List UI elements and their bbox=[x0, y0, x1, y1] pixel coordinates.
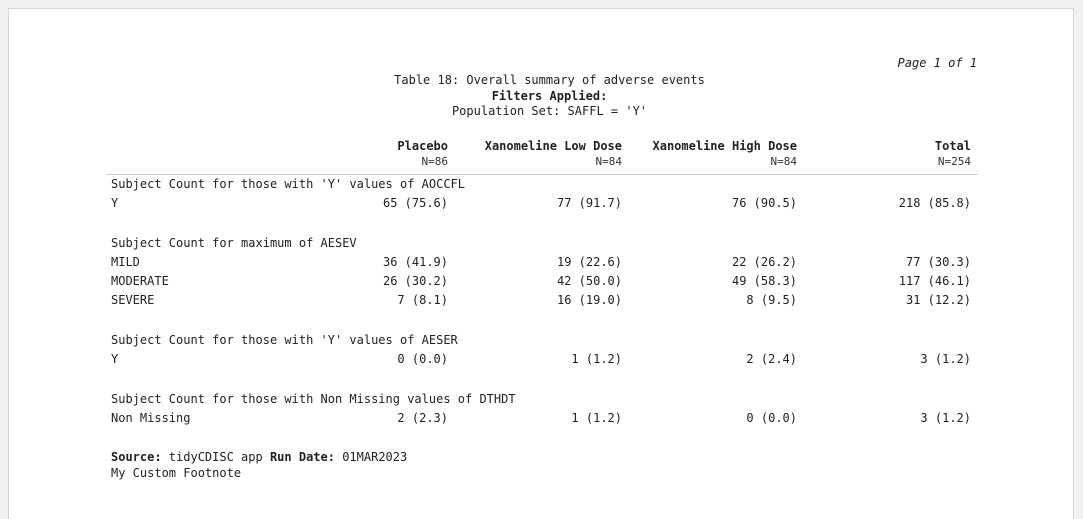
cell-high-dose: 22 (26.2) bbox=[731, 255, 797, 269]
cell-total: 218 (85.8) bbox=[898, 196, 971, 210]
cell-low-dose: 1 (1.2) bbox=[571, 352, 622, 366]
section-header-label: Subject Count for maximum of AESEV bbox=[111, 236, 357, 250]
population-set: Population Set: SAFFL = 'Y' bbox=[451, 104, 648, 118]
cell-low-dose: 42 (50.0) bbox=[556, 274, 622, 288]
custom-footnote: My Custom Footnote bbox=[111, 466, 242, 480]
column-header-placebo: Placebo bbox=[397, 139, 448, 153]
footnotes bbox=[111, 449, 407, 481]
run-date-value: 01MAR2023 bbox=[334, 450, 408, 464]
section-header bbox=[106, 175, 978, 194]
cell-high-dose: 49 (58.3) bbox=[731, 274, 797, 288]
cell-total: 117 (46.1) bbox=[898, 274, 971, 288]
cell-placebo: 2 (2.3) bbox=[397, 411, 448, 425]
row-label: Non Missing bbox=[111, 411, 191, 425]
cell-placebo: 7 (8.1) bbox=[397, 293, 448, 307]
cell-total: 31 (12.2) bbox=[905, 293, 971, 307]
column-header-high-dose: Xanomeline High Dose bbox=[652, 139, 797, 153]
table-row bbox=[106, 253, 978, 272]
section-header bbox=[106, 390, 978, 409]
table-row bbox=[106, 350, 978, 369]
column-header-low-dose: Xanomeline Low Dose bbox=[484, 139, 622, 153]
cell-placebo: 36 (41.9) bbox=[382, 255, 448, 269]
table-row bbox=[106, 291, 978, 310]
row-label: SEVERE bbox=[111, 293, 155, 307]
report-page bbox=[8, 8, 1074, 519]
cell-low-dose: 16 (19.0) bbox=[556, 293, 622, 307]
row-label: MODERATE bbox=[111, 274, 169, 288]
column-n-total: N=254 bbox=[937, 155, 971, 168]
column-header-total: Total bbox=[934, 139, 971, 153]
page-number: Page 1 of 1 bbox=[897, 56, 977, 70]
source-label: Source: bbox=[111, 450, 162, 464]
row-label: MILD bbox=[111, 255, 140, 269]
column-header-row bbox=[106, 139, 978, 155]
filters-label: Filters Applied: bbox=[491, 88, 608, 103]
cell-placebo: 0 (0.0) bbox=[397, 352, 448, 366]
cell-total: 3 (1.2) bbox=[920, 411, 971, 425]
cell-high-dose: 8 (9.5) bbox=[746, 293, 797, 307]
table-row bbox=[106, 194, 978, 213]
table-row bbox=[106, 409, 978, 428]
section-header bbox=[106, 234, 978, 253]
cell-total: 77 (30.3) bbox=[905, 255, 971, 269]
section-header-label: Subject Count for those with Non Missing values of DTHDT bbox=[111, 392, 516, 406]
run-date-label: Run Date: bbox=[269, 450, 335, 464]
section-header-label: Subject Count for those with 'Y' values of AOCCFL bbox=[111, 177, 466, 191]
column-n-high-dose: N=84 bbox=[770, 155, 797, 168]
cell-placebo: 26 (30.2) bbox=[382, 274, 448, 288]
cell-high-dose: 0 (0.0) bbox=[746, 411, 797, 425]
cell-high-dose: 76 (90.5) bbox=[731, 196, 797, 210]
row-label: Y bbox=[111, 352, 119, 366]
cell-low-dose: 77 (91.7) bbox=[556, 196, 622, 210]
cell-total: 3 (1.2) bbox=[920, 352, 971, 366]
column-n-placebo: N=86 bbox=[421, 155, 448, 168]
cell-low-dose: 19 (22.6) bbox=[556, 255, 622, 269]
table-row bbox=[106, 272, 978, 291]
section-header-label: Subject Count for those with 'Y' values of AESER bbox=[111, 333, 458, 347]
table-title: Table 18: Overall summary of adverse events bbox=[394, 73, 705, 87]
table-titles bbox=[9, 73, 1083, 120]
cell-high-dose: 2 (2.4) bbox=[746, 352, 797, 366]
source-value: tidyCDISC app bbox=[161, 450, 270, 464]
summary-table bbox=[106, 139, 978, 428]
cell-placebo: 65 (75.6) bbox=[382, 196, 448, 210]
column-n-low-dose: N=84 bbox=[595, 155, 622, 168]
column-n-row bbox=[106, 155, 978, 171]
source-line bbox=[111, 449, 407, 465]
cell-low-dose: 1 (1.2) bbox=[571, 411, 622, 425]
row-label: Y bbox=[111, 196, 119, 210]
section-header bbox=[106, 331, 978, 350]
